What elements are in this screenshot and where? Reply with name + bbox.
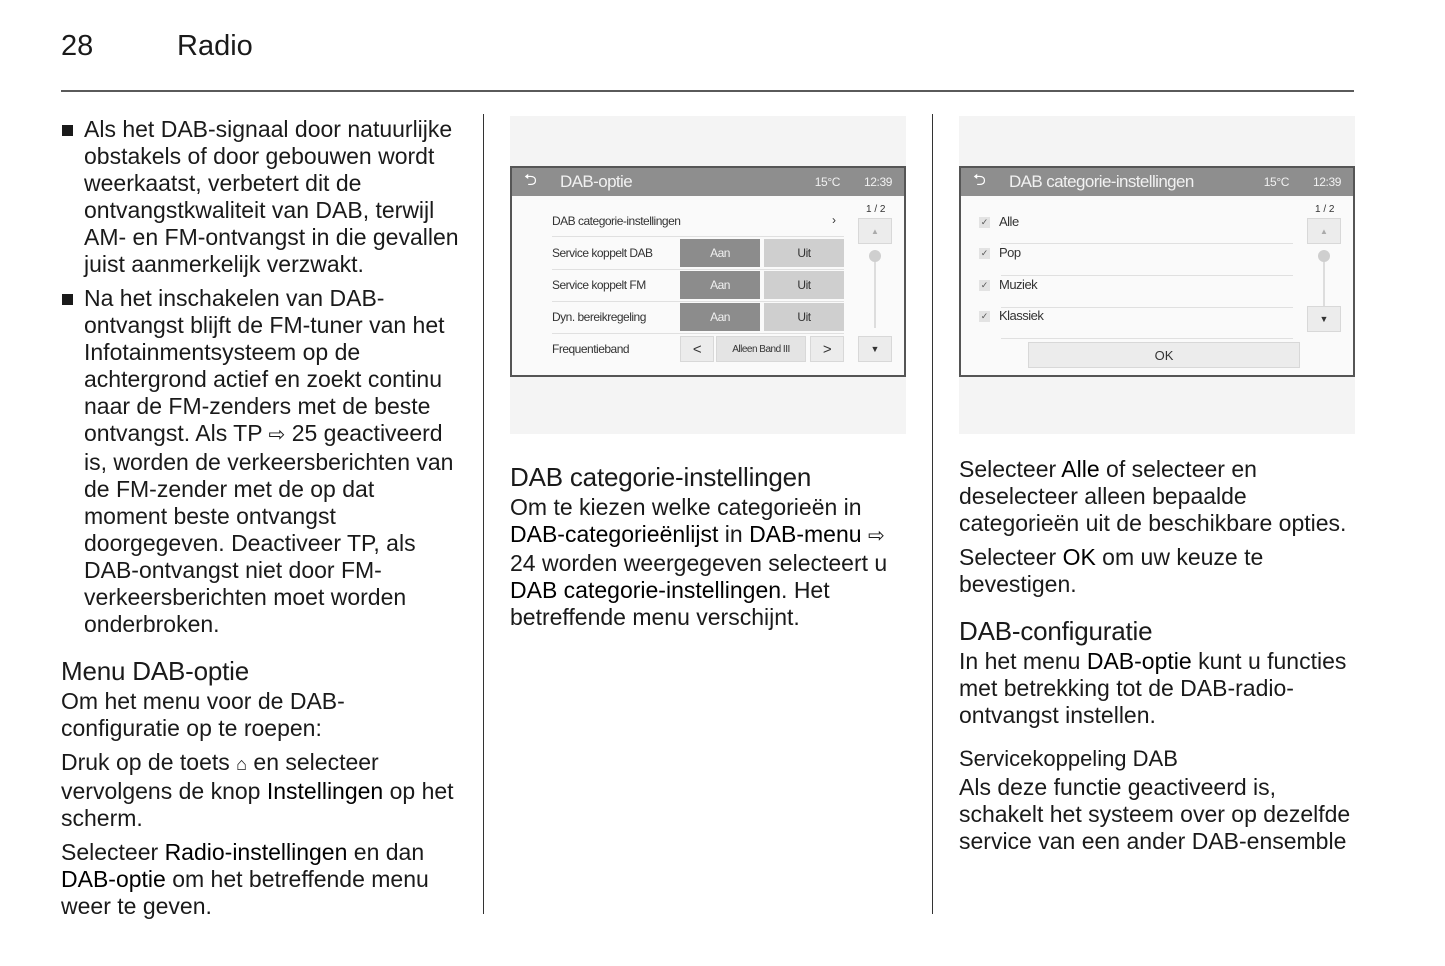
screen-dab-categorie: ⮌ DAB categorie-instellingen 15°C 12:39 ✓ Alle ✓ Pop ✓ Muziek ✓ Klassiek OK 1 / 2 ▲ ▼ — [959, 166, 1355, 377]
page-indicator: 1 / 2 — [1315, 204, 1335, 215]
page-indicator: 1 / 2 — [866, 204, 886, 215]
back-arrow-icon[interactable]: ⮌ — [524, 171, 537, 189]
paragraph: Selecteer Alle of selecteer en deselecteer alleen bepaalde categorieën uit de beschikbare opties. — [959, 456, 1347, 536]
checkbox-muziek[interactable]: ✓ — [980, 280, 989, 290]
paragraph: Om te kiezen welke categorieën in DAB-categorieënlijst in DAB-menu ⇨ 24 worden weergegeven selecteert u DAB categorie-instellingen. Het betreffende menu verschijnt. — [510, 494, 888, 630]
scroll-up-button[interactable]: ▲ — [1307, 218, 1341, 244]
scroll-thumb[interactable] — [869, 250, 881, 262]
bullet-square-icon — [62, 125, 73, 136]
reference-arrow-icon: ⇨ — [867, 525, 885, 547]
toggle-uit-button[interactable]: Uit — [764, 303, 844, 331]
column-3: Selecteer Alle of selecteer en deselecteer alleen bepaalde categorieën uit de beschikbare opties. Selecteer OK om uw keuze te bevestigen. DAB-configuratie In het menu DAB-optie kunt u functies met betrekking tot de DAB-radio-ontvangst instellen. Servicekoppeling DAB Als deze functie geactiveerd is, schakelt het systeem over op dezelfde service van een ander DAB-ensemble — [959, 456, 1359, 862]
toggle-uit-button[interactable]: Uit — [764, 271, 844, 299]
checkbox-klassiek[interactable]: ✓ — [980, 311, 989, 321]
next-band-button[interactable]: > — [810, 336, 844, 362]
menu-row-dab-categorie[interactable]: DAB categorie-instellingen › — [552, 213, 836, 228]
bullet-square-icon — [62, 294, 73, 305]
bullet-item: Na het inschakelen van DAB-ontvangst blijft de FM-tuner van het Infotainmentsysteem op de achtergrond actief en zoekt continu naar de FM-zenders met de beste ontvangst. Als TP ⇨ 25 geactiveerd is, worden de verkeersberichten van de FM-zender met de op dat moment beste ontvangst doorgegeven. Deactiveer TP, als DAB-ontvangst niet door FM-verkeersberichten moet worden onderbroken. — [61, 285, 461, 638]
bullet-item: Als het DAB-signaal door natuurlijke obstakels of door gebouwen wordt weerkaatst, verbetert dit de ontvangstkwaliteit van DAB, terwijl AM- en FM-ontvangst in die gevallen juist aanmerkelijk verzwakt. — [61, 116, 461, 278]
screen-title-bar: ⮌ DAB categorie-instellingen 15°C 12:39 — [961, 168, 1353, 196]
page-number: 28 — [61, 30, 94, 62]
reference-arrow-icon: ⇨ — [268, 424, 286, 446]
menu-row-dyn-bereik: Dyn. bereikregeling Aan Uit — [512, 302, 852, 333]
paragraph: In het menu DAB-optie kunt u functies met betrekking tot de DAB-radio-ontvangst instellen. — [959, 648, 1347, 728]
section-title: Radio — [177, 30, 253, 62]
scroll-down-button[interactable]: ▼ — [1307, 306, 1341, 332]
scroll-down-button[interactable]: ▼ — [858, 336, 892, 362]
paragraph: Druk op de toets ⌂ en selecteer vervolgens de knop Instellingen op het scherm. — [61, 749, 454, 831]
toggle-aan-button[interactable]: Aan — [680, 303, 760, 331]
checkbox-alle[interactable]: ✓ — [980, 217, 989, 227]
column-divider — [932, 114, 933, 914]
heading-menu-dab-optie: Menu DAB-optie — [61, 656, 249, 686]
subheading-servicekoppeling: Servicekoppeling DAB — [959, 746, 1178, 771]
heading-dab-configuratie: DAB-configuratie — [959, 616, 1153, 646]
scroll-up-button[interactable]: ▲ — [858, 218, 892, 244]
menu-row-service-fm: Service koppelt FM Aan Uit — [512, 270, 852, 301]
paragraph: Selecteer OK om uw keuze te bevestigen. — [959, 544, 1264, 597]
page-reference[interactable]: 25 — [291, 420, 318, 446]
screen-title-bar: ⮌ DAB-optie 15°C 12:39 — [512, 168, 904, 196]
paragraph: Selecteer Radio-instellingen en dan DAB-optie om het betreffende menu weer te geven. — [61, 839, 429, 919]
chevron-right-icon: › — [832, 213, 836, 227]
scroll-thumb[interactable] — [1318, 250, 1330, 262]
home-icon: ⌂ — [236, 754, 248, 774]
column-1: Als het DAB-signaal door natuurlijke obstakels of door gebouwen wordt weerkaatst, verbetert dit de ontvangstkwaliteit van DAB, terwijl AM- en FM-ontvangst in die gevallen juist aanmerkelijk verzwakt. Na het inschakelen van DAB-ontvangst blijft de FM-tuner van het Infotainmentsysteem op de achtergrond actief en zoekt continu naar de FM-zenders met de beste ontvangst. Als TP ⇨ 25 geactiveerd is, worden de verkeersberichten van de FM-zender met de op dat moment beste ontvangst doorgegeven. Deactiveer TP, als DAB-ontvangst niet door FM-verkeersberichten moet worden onderbroken. Menu DAB-optie Om het menu voor de DAB-configuratie op te roepen: Druk op de toets ⌂ en selecteer vervolgens de knop Instellingen op het scherm. Selecteer Radio-instellingen en dan DAB-optie om het betreffende menu weer te geven. — [61, 116, 461, 927]
band-value: Alleen Band III — [716, 336, 806, 362]
toggle-aan-button[interactable]: Aan — [680, 271, 760, 299]
header-rule — [61, 90, 1354, 92]
prev-band-button[interactable]: < — [680, 336, 714, 362]
column-divider — [483, 114, 484, 914]
page-reference[interactable]: 24 — [510, 550, 536, 576]
ok-button[interactable]: OK — [1028, 342, 1300, 368]
checkbox-pop[interactable]: ✓ — [980, 248, 989, 258]
menu-row-frequentieband: Frequentieband < Alleen Band III > — [512, 334, 852, 365]
toggle-aan-button[interactable]: Aan — [680, 239, 760, 267]
scrollbar[interactable] — [874, 254, 876, 328]
screen-dab-optie — [510, 166, 906, 377]
heading-dab-categorie: DAB categorie-instellingen — [510, 462, 812, 492]
column-2 — [510, 444, 910, 638]
back-arrow-icon[interactable]: ⮌ — [973, 171, 986, 189]
menu-row-service-dab: Service koppelt DAB Aan Uit — [512, 238, 852, 269]
toggle-uit-button[interactable]: Uit — [764, 239, 844, 267]
